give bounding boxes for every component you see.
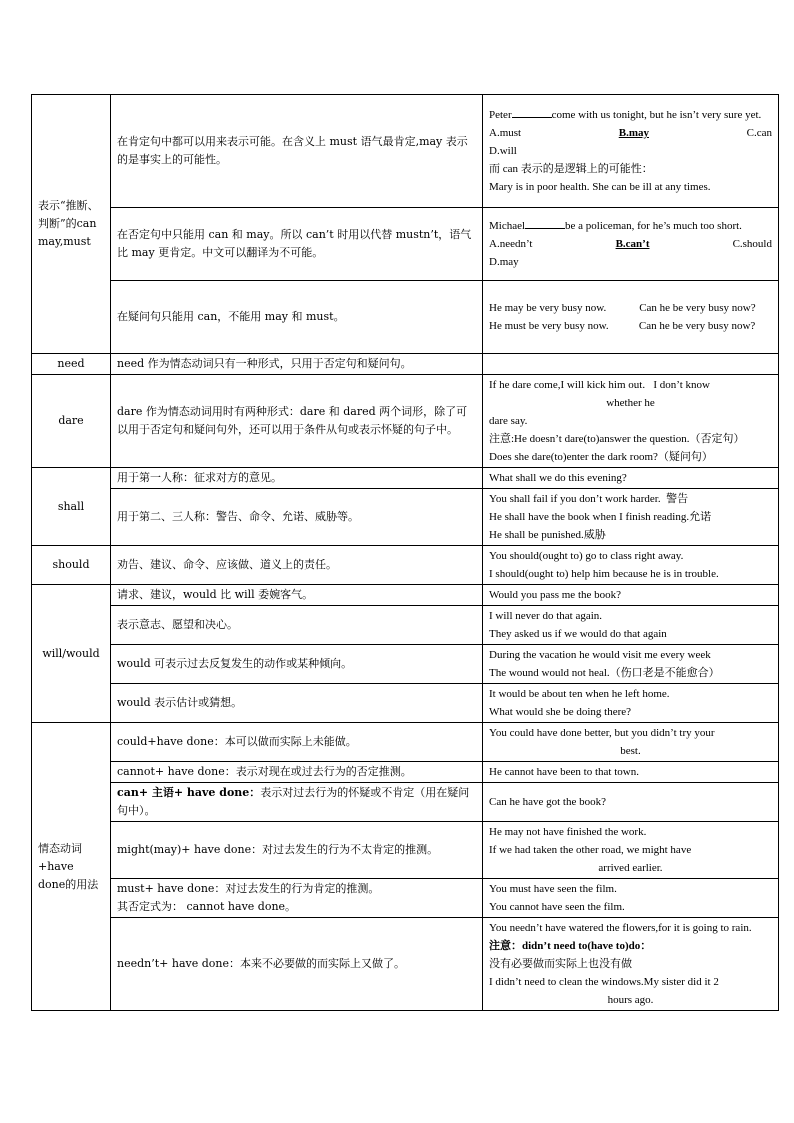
example-line: arrived earlier. xyxy=(598,862,663,874)
example-line: hours ago. xyxy=(607,994,654,1006)
table-row xyxy=(32,879,779,918)
rule-cell: 在否定句中只能用 can 和 may。所以 can’t 时用以代替 mustn’t，语气比 may 更肯定。中文可以翻译为不可能。 xyxy=(111,208,483,281)
option-b-answer: B.can’t xyxy=(615,238,650,250)
example-cell xyxy=(483,95,779,208)
example-line: dare say. xyxy=(489,415,528,427)
rule-cell: 劝告、建议、命令、应该做、道义上的责任。 xyxy=(111,546,483,585)
category-dare: dare xyxy=(32,375,111,468)
table-row xyxy=(32,822,779,879)
example-cell xyxy=(483,281,779,354)
example-line: If we had taken the other road, we might have xyxy=(489,844,692,856)
example-line: Would you pass me the book? xyxy=(489,589,622,601)
example-line: I didn’t need to clean the windows.My sister did it 2 xyxy=(489,976,719,988)
table-row xyxy=(32,375,779,468)
example-line: You needn’t have watered the flowers,for it is going to rain. xyxy=(489,922,752,934)
example-cell xyxy=(483,723,779,762)
example-cell xyxy=(483,489,779,546)
blank-line xyxy=(512,107,552,118)
rule-text: must+ have done：对过去发生的行为肯定的推测。 xyxy=(117,882,380,895)
rule-text: 其否定式为： cannot have done。 xyxy=(117,900,297,913)
example-line: Mary is in poor health. She can be ill at any times. xyxy=(489,181,711,193)
example-question: Michael be a policeman, for he’s much too short. xyxy=(489,220,742,232)
rule-cell: 在疑问句只能用 can，不能用 may 和 must。 xyxy=(111,281,483,354)
rule-cell: need 作为情态动词只有一种形式，只用于否定句和疑问句。 xyxy=(111,354,483,375)
table-row xyxy=(32,606,779,645)
example-cell xyxy=(483,354,779,375)
rule-cell xyxy=(111,783,483,822)
example-cell xyxy=(483,375,779,468)
category-modal-have-done: 情态动词+have done的用法 xyxy=(32,723,111,1011)
example-line: You must have seen the film. xyxy=(489,883,617,895)
example-cell xyxy=(483,762,779,783)
options-row xyxy=(489,124,772,142)
example-note: 注意：didn’t need to(have to)do： xyxy=(489,940,652,952)
example-cell xyxy=(483,879,779,918)
example-cell xyxy=(483,585,779,606)
example-cell xyxy=(483,606,779,645)
example-line: I will never do that again. xyxy=(489,610,603,622)
rule-cell: would 可表示过去反复发生的动作或某种倾向。 xyxy=(111,645,483,684)
blank-line xyxy=(525,218,565,229)
option-a: A.must xyxy=(489,127,522,139)
table-row xyxy=(32,546,779,585)
option-d: D.will xyxy=(489,145,517,157)
example-line: I should(ought to) help him because he is in trouble. xyxy=(489,568,719,580)
rule-cell: would 表示估计或猜想。 xyxy=(111,684,483,723)
category-need: need xyxy=(32,354,111,375)
option-a: A.needn’t xyxy=(489,238,533,250)
example-line: He must be very busy now. Can he be very busy now? xyxy=(489,320,756,332)
rule-cell: 请求、建议，would 比 will 委婉客气。 xyxy=(111,585,483,606)
example-line: whether he xyxy=(606,397,655,409)
example-question: Peter come with us tonight, but he isn’t very sure yet. xyxy=(489,109,762,121)
example-line: You shall fail if you don’t work harder. 警告 xyxy=(489,493,689,505)
table-row xyxy=(32,645,779,684)
example-line: 注意:He doesn’t dare(to)answer the question.（否定句） xyxy=(489,433,745,445)
table-row xyxy=(32,723,779,762)
category-should: should xyxy=(32,546,111,585)
modal-verbs-table xyxy=(31,94,779,1011)
example-cell xyxy=(483,783,779,822)
example-line: It would be about ten when he left home. xyxy=(489,688,670,700)
table-row xyxy=(32,354,779,375)
example-line: They asked us if we would do that again xyxy=(489,628,667,640)
example-line: During the vacation he would visit me every week xyxy=(489,649,711,661)
example-line: Does she dare(to)enter the dark room?（疑问句） xyxy=(489,451,713,463)
table-row xyxy=(32,95,779,208)
rule-cell: dare 作为情态动词用时有两种形式：dare 和 dared 两个词形，除了可以用于否定句和疑问句外，还可以用于条件从句或表示怀疑的句子中。 xyxy=(111,375,483,468)
example-cell xyxy=(483,546,779,585)
rule-cell xyxy=(111,879,483,918)
example-line: best. xyxy=(620,745,641,757)
category-tuiduan: 表示“推断、判断”的can may,must xyxy=(32,95,111,354)
option-c: C.should xyxy=(732,238,772,250)
example-cell xyxy=(483,645,779,684)
rule-keyword: can+ 主语+ have done： xyxy=(117,786,261,799)
rule-cell: 用于第一人称：征求对方的意见。 xyxy=(111,468,483,489)
example-line: Can he have got the book? xyxy=(489,796,606,808)
table-row xyxy=(32,684,779,723)
rule-cell: 在肯定句中都可以用来表示可能。在含义上 must 语气最肯定,may 表示的是事实上的可能性。 xyxy=(111,95,483,208)
example-cell xyxy=(483,822,779,879)
example-line: 没有必要做而实际上也没有做 xyxy=(489,958,632,970)
table-row xyxy=(32,489,779,546)
rule-cell: could+have done：本可以做而实际上未能做。 xyxy=(111,723,483,762)
example-line: He may be very busy now. Can he be very busy now? xyxy=(489,302,756,314)
option-c: C.can xyxy=(746,127,772,139)
category-shall: shall xyxy=(32,468,111,546)
example-line: He shall be punished.威胁 xyxy=(489,529,606,541)
rule-cell: 用于第二、三人称：警告、命令、允诺、威胁等。 xyxy=(111,489,483,546)
example-cell xyxy=(483,918,779,1011)
example-cell xyxy=(483,208,779,281)
table-row xyxy=(32,208,779,281)
table-row xyxy=(32,918,779,1011)
rule-cell: needn’t+ have done：本来不必要做的而实际上又做了。 xyxy=(111,918,483,1011)
example-line: You could have done better, but you didn’t try your xyxy=(489,727,715,739)
table-row xyxy=(32,468,779,489)
table-row xyxy=(32,585,779,606)
example-cell xyxy=(483,468,779,489)
table-row xyxy=(32,281,779,354)
category-will-would: will/would xyxy=(32,585,111,723)
example-line: You should(ought to) go to class right away. xyxy=(489,550,684,562)
example-line: He shall have the book when I finish reading.允诺 xyxy=(489,511,712,523)
example-line: He may not have finished the work. xyxy=(489,826,647,838)
option-d: D.may xyxy=(489,256,519,268)
options-row xyxy=(489,235,772,253)
example-line: If he dare come,I will kick him out. I don’t know xyxy=(489,379,710,391)
example-line: You cannot have seen the film. xyxy=(489,901,625,913)
rule-cell: 表示意志、愿望和决心。 xyxy=(111,606,483,645)
table-row xyxy=(32,762,779,783)
example-line: The wound would not heal.（伤口老是不能愈合） xyxy=(489,667,720,679)
example-line: What would she be doing there? xyxy=(489,706,632,718)
rule-cell: cannot+ have done：表示对现在或过去行为的否定推测。 xyxy=(111,762,483,783)
example-line: He cannot have been to that town. xyxy=(489,766,639,778)
example-note: 而 can 表示的是逻辑上的可能性： xyxy=(489,163,653,175)
option-b-answer: B.may xyxy=(618,127,649,139)
rule-text: 表示对过去行为的怀疑或不肯定（用在疑问句中）。 xyxy=(117,786,470,817)
example-cell xyxy=(483,684,779,723)
table-row xyxy=(32,783,779,822)
example-line: What shall we do this evening? xyxy=(489,472,627,484)
rule-cell: might(may)+ have done：对过去发生的行为不太肯定的推测。 xyxy=(111,822,483,879)
